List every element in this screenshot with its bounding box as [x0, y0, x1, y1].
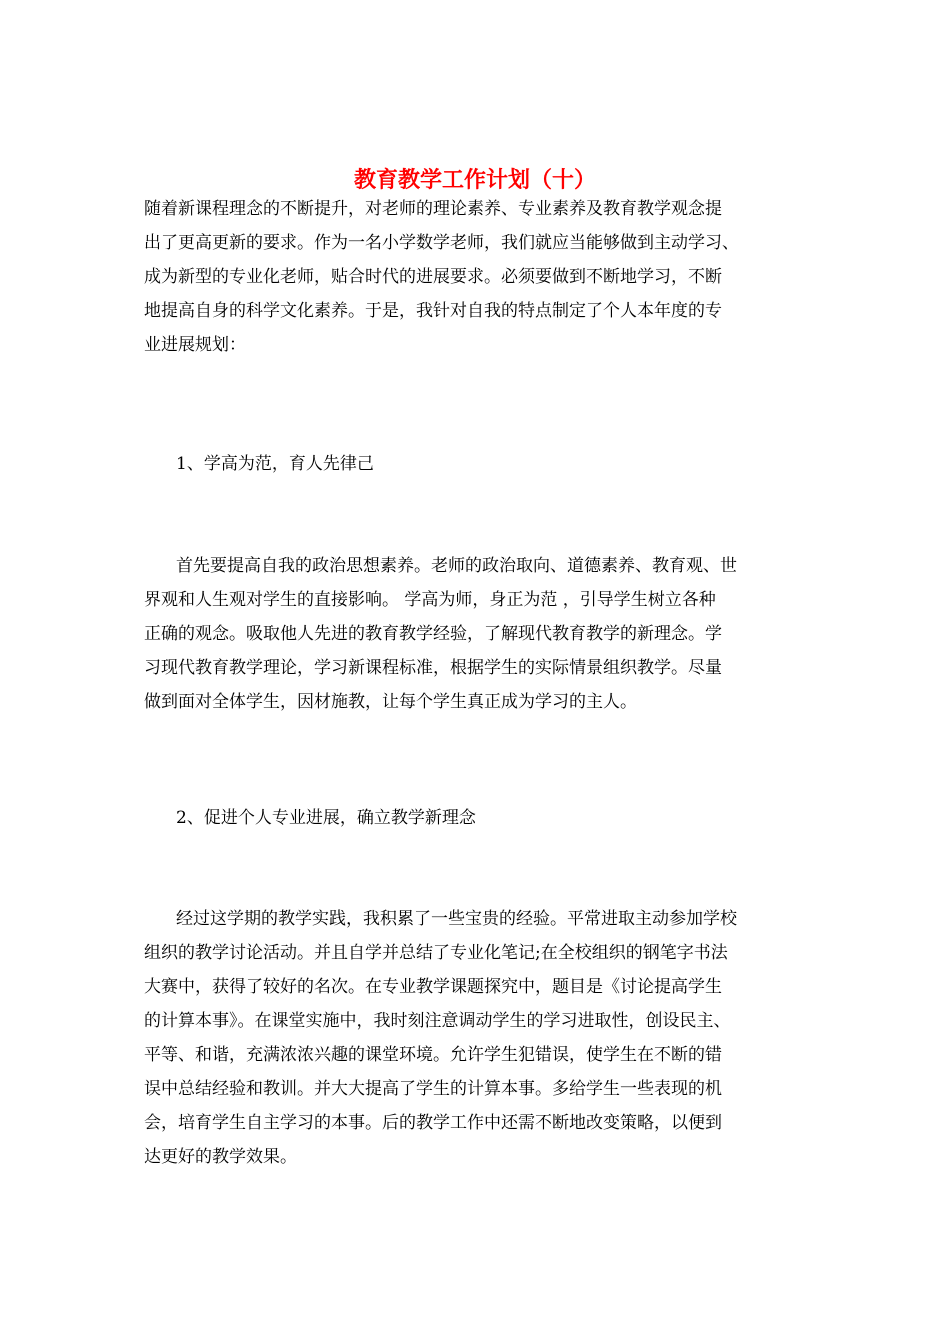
paragraph-line: 做到面对全体学生，因材施教，让每个学生真正成为学习的主人。	[144, 692, 637, 712]
paragraph-line: 平等、和谐，充满浓浓兴趣的课堂环境。允许学生犯错误，使学生在不断的错	[144, 1045, 722, 1065]
section-heading-2	[144, 801, 809, 835]
section-1-paragraph	[144, 549, 809, 719]
paragraph-line: 成为新型的专业化老师，贴合时代的进展要求。必须要做到不断地学习，不断	[144, 267, 722, 287]
paragraph-line: 组织的教学讨论活动。并且自学并总结了专业化笔记;在全校组织的钢笔字书法	[144, 943, 728, 963]
paragraph-line: 出了更高更新的要求。作为一名小学数学老师，我们就应当能够做到主动学习、	[144, 233, 739, 253]
paragraph-line: 误中总结经验和教训。并大大提高了学生的计算本事。多给学生一些表现的机	[144, 1079, 722, 1099]
section-heading-1	[144, 447, 809, 481]
paragraph-line: 界观和人生观对学生的直接影响。 学高为师，身正为范 ，引导学生树立各种	[144, 590, 716, 610]
paragraph-line: 达更好的教学效果。	[144, 1147, 297, 1167]
section-2-paragraph	[144, 902, 809, 1174]
paragraph-line: 会，培育学生自主学习的本事。后的教学工作中还需不断地改变策略，以便到	[144, 1113, 722, 1133]
paragraph-line: 习现代教育教学理论，学习新课程标准，根据学生的实际情景组织教学。尽量	[144, 658, 722, 678]
section-heading-text: 1、学高为范，育人先律己	[176, 454, 374, 474]
paragraph-line: 正确的观念。吸取他人先进的教育教学经验，了解现代教育教学的新理念。学	[144, 624, 722, 644]
paragraph-line: 首先要提高自我的政治思想素养。老师的政治取向、道德素养、教育观、世	[176, 556, 737, 576]
paragraph-line: 业进展规划：	[144, 335, 246, 355]
paragraph-line: 随着新课程理念的不断提升，对老师的理论素养、专业素养及教育教学观念提	[144, 199, 722, 219]
section-heading-text: 2、促进个人专业进展，确立教学新理念	[176, 808, 476, 828]
paragraph-line: 大赛中，获得了较好的名次。在专业教学课题探究中，题目是《讨论提高学生	[144, 977, 722, 997]
intro-paragraph	[144, 192, 809, 362]
paragraph-line: 地提高自身的科学文化素养。于是，我针对自我的特点制定了个人本年度的专	[144, 301, 722, 321]
document-title: 教育教学工作计划（十）	[353, 166, 596, 193]
paragraph-line: 经过这学期的教学实践，我积累了一些宝贵的经验。平常进取主动参加学校	[176, 909, 737, 929]
paragraph-line: 的计算本事》。在课堂实施中，我时刻注意调动学生的学习进取性，创设民主、	[144, 1011, 731, 1031]
